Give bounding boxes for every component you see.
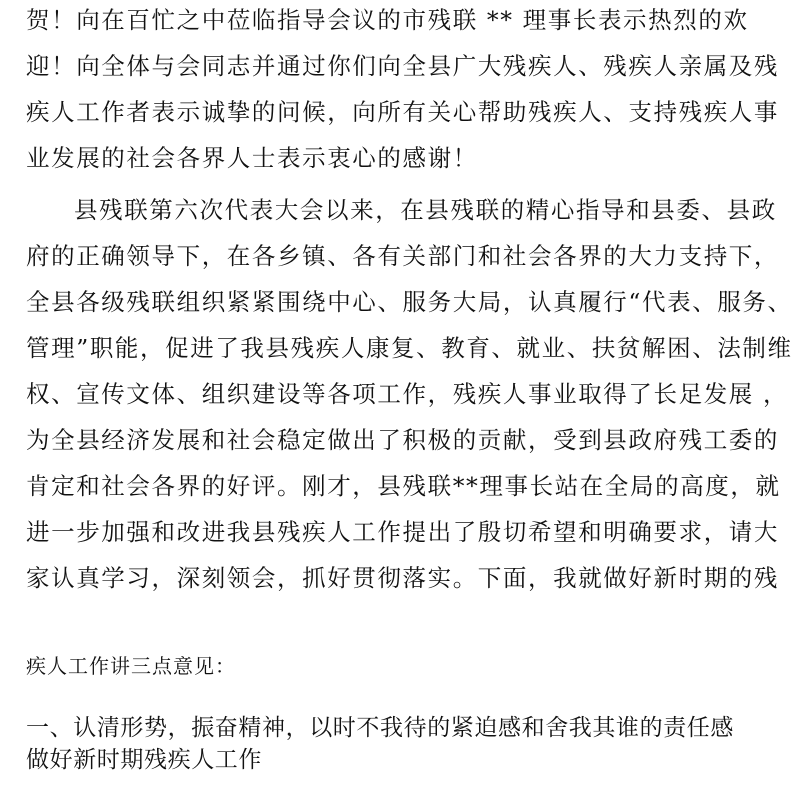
paragraph-3: 疾人工作讲三点意见： [26,654,236,678]
paragraph-line: 疾人工作者表示诚挚的问候，向所有关心帮助残疾人、支持残疾人事 [26,98,779,126]
paragraph-line: 权、宣传文体、组织建设等各项工作，残疾人事业取得了长足发展 ， [26,380,789,408]
paragraph-line: 为全县经济发展和社会稳定做出了积极的贡献，受到县政府残工委的 [26,426,779,454]
paragraph-line: 贺！向在百忙之中莅临指导会议的市残联 ** 理事长表示热烈的欢 [26,6,749,34]
paragraph-line: 进一步加强和改进我县残疾人工作提出了殷切希望和明确要求，请大 [26,518,779,546]
heading-line: 一、认清形势，振奋精神，以时不我待的紧迫感和舍我其谁的责任感 [26,715,734,741]
paragraph-line: 迎！向全体与会同志并通过你们向全县广大残疾人、残疾人亲属及残 [26,52,779,80]
paragraph-line: 肯定和社会各界的好评。刚才，县残联**理事长站在全局的高度，就 [26,472,781,500]
paragraph-line: 府的正确领导下，在各乡镇、各有关部门和社会各界的大力支持下， [26,242,779,270]
paragraph-line: 家认真学习，深刻领会，抓好贯彻落实。下面，我就做好新时期的残 [26,564,779,592]
paragraph-line: 全县各级残联组织紧紧围绕中心、服务大局，认真履行“代表、服务、 [26,288,793,316]
paragraph-line: 管理”职能，促进了我县残疾人康复、教育、就业、扶贫解困、法制维 [26,334,793,362]
paragraph-line: 业发展的社会各界人士表示衷心的感谢！ [26,144,478,172]
paragraph-line: 县残联第六次代表大会以来，在县残联的精心指导和县委、县政 [74,196,777,224]
heading-line: 做好新时期残疾人工作 [26,747,262,773]
